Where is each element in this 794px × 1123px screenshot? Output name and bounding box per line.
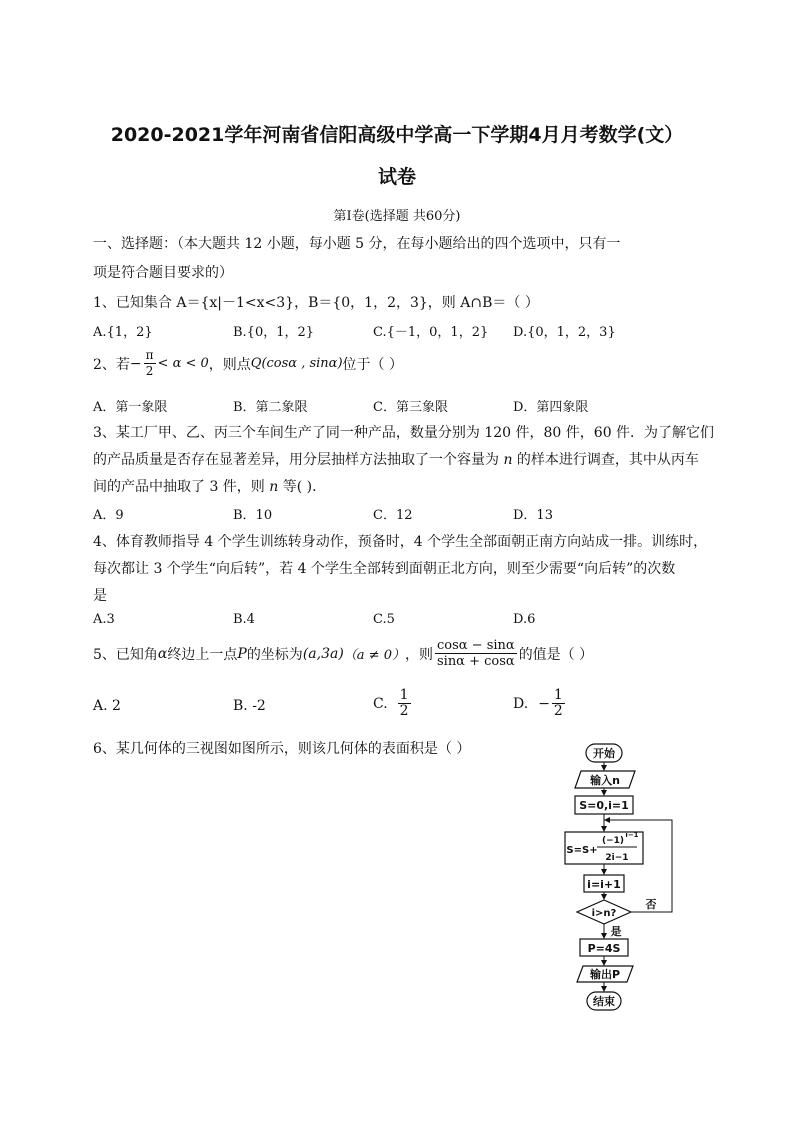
question-5-option-c-fraction — [398, 688, 411, 719]
question-1-option-d: D.{0，1，2，3} — [513, 325, 616, 340]
question-2-fraction-den: 2 — [145, 364, 154, 378]
question-3-option-c: C．12 — [373, 508, 413, 523]
question-5-option-d-fraction — [552, 688, 565, 719]
question-5-alpha: α — [157, 645, 168, 662]
question-3-line-2-b: 的样本进行调查，其中从丙车 — [512, 452, 699, 468]
question-2-option-c: C．第三象限 — [373, 400, 448, 415]
flowchart-incr-label: i=i+1 — [587, 878, 621, 891]
question-4-line-2: 每次都让 3 个学生“向后转”，若 4 个学生全部转到面朝正北方向，则至少需要“向后转”的次数 — [93, 561, 676, 577]
question-5-option-b: B. -2 — [233, 698, 266, 714]
flowchart-condition-label: i>n? — [591, 908, 617, 919]
question-2-point: Q(cosα , sinα) — [250, 356, 343, 371]
flowchart-input-label: 输入n — [590, 774, 620, 787]
question-2-option-b: B．第二象限 — [233, 400, 308, 415]
question-3-line-2-a: 的产品质量是否存在显著差异，用分层抽样方法抽取了一个容量为 — [93, 452, 504, 468]
question-4-line-3: 是 — [93, 588, 107, 604]
document-title-line-1: 2020-2021学年河南省信阳高级中学高一下学期4月月考数学(文） — [110, 124, 684, 146]
question-5-option-d-den: 2 — [553, 703, 563, 719]
question-1-option-c: C.{－1，0，1，2} — [373, 325, 489, 340]
flowchart-start-label: 开始 — [593, 747, 615, 760]
document-title-line-2: 试卷 — [377, 166, 416, 188]
question-3-n: n — [503, 452, 513, 468]
question-5-coord: (a,3a) — [302, 645, 344, 662]
question-2-inequality: < α < 0 — [157, 356, 209, 371]
question-2-suffix: 位于（ ） — [342, 356, 403, 373]
question-4-line-1: 4、体育教师指导 4 个学生训练转身动作，预备时，4 个学生全部面朝正南方向站成一排。训练时， — [93, 534, 708, 550]
question-2-prefix: 2、若 — [93, 356, 130, 373]
question-5-option-d-minus: − — [538, 695, 550, 712]
question-3-line-1: 3、某工厂甲、乙、丙三个车间生产了同一种产品，数量分别为 120 件，80 件，60 件．为了解它们 — [93, 425, 715, 441]
flowchart-yes-label: 是 — [610, 925, 622, 938]
question-5-stem — [93, 638, 593, 669]
question-2-mid: ，则点 — [208, 356, 251, 373]
question-4-option-b: B.4 — [233, 612, 255, 627]
question-5-fraction-den: sinα + cosα — [436, 654, 515, 669]
question-3-option-a: A．9 — [93, 508, 124, 523]
question-5-option-d-label: D. — [513, 695, 529, 712]
flowchart-end-label: 结束 — [593, 995, 615, 1008]
question-5-fraction-num: cosα − sinα — [436, 638, 515, 653]
flowchart-init-label: S=0,i=1 — [579, 799, 629, 812]
question-1-option-b: B.{0，1，2} — [233, 325, 315, 340]
question-2-fraction — [144, 348, 156, 379]
question-2-option-a: A．第一象限 — [93, 400, 168, 415]
question-3-line-2 — [93, 449, 699, 469]
flowchart-output-label: 输出P — [589, 968, 621, 981]
question-5-p: P — [237, 645, 247, 662]
question-1-stem: 1、已知集合 A＝{x|－1<x<3}，B＝{0，1，2，3}，则 A∩B＝（ ） — [93, 295, 539, 311]
question-4-option-d: D.6 — [513, 612, 536, 627]
question-2-minus: − — [129, 355, 142, 372]
question-3-n-2: n — [269, 479, 279, 495]
question-5-prefix: 5、已知角 — [93, 646, 158, 663]
question-5-option-c-label: C. — [373, 695, 388, 712]
question-3-option-d: D．13 — [513, 508, 553, 523]
question-5-condition: （a ≠ 0） — [343, 648, 405, 663]
flowchart-update-num: (−1) — [601, 836, 625, 846]
question-1-option-a: A.{1，2} — [93, 325, 153, 340]
flowchart-no-label: 否 — [645, 898, 657, 911]
question-5-mid-2: 的坐标为 — [246, 646, 303, 663]
question-3-line-3 — [93, 476, 326, 496]
section-title: 第Ⅰ卷(选择题 共60分) — [333, 209, 461, 224]
question-2-option-d: D．第四象限 — [513, 400, 589, 415]
question-3-line-3-a: 间的产品中抽取了 3 件，则 — [93, 479, 270, 495]
question-5-option-d — [513, 688, 567, 719]
question-3-line-3-b: 等( )． — [278, 479, 327, 495]
question-5-suffix: 的值是（ ） — [518, 646, 594, 663]
flowchart-update-exp: i−1 — [625, 831, 639, 839]
question-5-fraction — [435, 638, 517, 669]
question-2-stem — [93, 348, 403, 379]
question-4-option-c: C.5 — [373, 612, 395, 627]
instruction-line-2: 项是符合题目要求的） — [93, 265, 233, 281]
question-5-option-c — [373, 688, 413, 719]
flowchart-update-prefix: S=S+ — [566, 845, 598, 856]
question-5-mid-3: ，则 — [404, 646, 433, 663]
instruction-line-1: 一、选择题：（本大题共 12 小题，每小题 5 分，在每小题给出的四个选项中，只有一 — [93, 236, 621, 252]
flowchart-assign-label: P=4S — [587, 942, 621, 955]
question-5-option-c-num: 1 — [399, 687, 409, 703]
question-5-option-c-den: 2 — [399, 703, 409, 719]
flowchart — [555, 740, 685, 1020]
question-5-mid-1: 终边上一点 — [167, 646, 238, 663]
question-6-stem: 6、某几何体的三视图如图所示，则该几何体的表面积是（ ） — [93, 741, 471, 757]
question-5-option-d-num: 1 — [553, 687, 563, 703]
question-5-option-a: A. 2 — [93, 698, 121, 714]
flowchart-update-den: 2i−1 — [605, 853, 629, 863]
question-3-option-b: B．10 — [233, 508, 273, 523]
question-2-fraction-num: π — [145, 348, 154, 362]
question-4-option-a: A.3 — [93, 612, 115, 627]
